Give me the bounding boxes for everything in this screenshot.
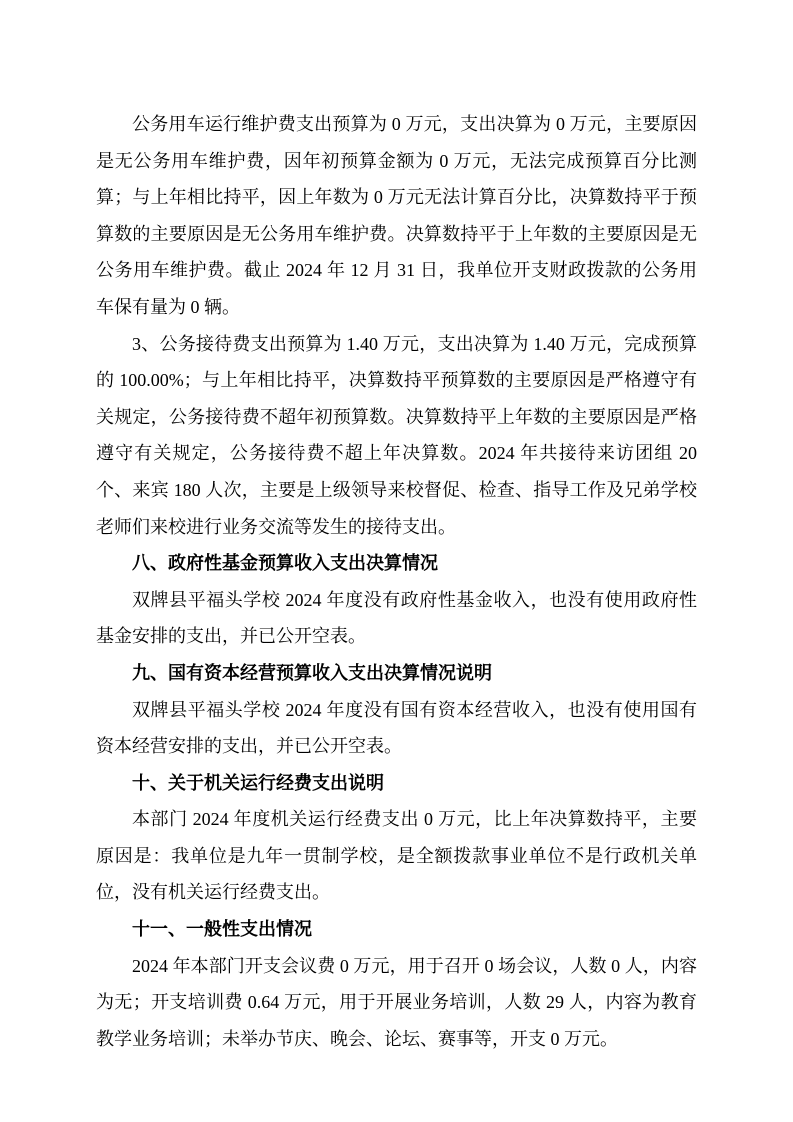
paragraph-government-funds: 双牌县平福头学校 2024 年度没有政府性基金收入，也没有使用政府性基金安排的支出，并已公开空表。 <box>96 589 697 647</box>
paragraph-general-expenses: 2024 年本部门开支会议费 0 万元，用于召开 0 场会议，人数 0 人，内容为无；开支培训费 0.64 万元，用于开展业务培训，人数 29 人，内容为教育教学业务培训；未举办节庆、晚会、论坛、赛事等，开支 0 万元。 <box>96 955 697 1049</box>
section-heading-9-state-capital: 九、国有资本经营预算收入支出决算情况说明 <box>132 662 492 683</box>
section-heading-8-government-funds: 八、政府性基金预算收入支出决算情况 <box>132 553 438 574</box>
section-heading-11-general-expenses: 十一、一般性支出情况 <box>132 919 312 940</box>
paragraph-operating-expenses: 本部门 2024 年度机关运行经费支出 0 万元，比上年决算数持平，主要原因是：我单位是九年一贯制学校，是全额拨款事业单位不是行政机关单位，没有机关运行经费支出。 <box>96 809 697 903</box>
paragraph-vehicle-maintenance: 公务用车运行维护费支出预算为 0 万元，支出决算为 0 万元，主要原因是无公务用车维护费，因年初预算金额为 0 万元，无法完成预算百分比测算；与上年相比持平，因上年数为 0 万元无法计算百分比，决算数持平于预算数的主要原因是无公务用车维护费。决算数持平于上年数的主要原因是无公务用车维护费。截止 2024 年 12 月 31 日，我单位开支财政拨款的公务用车保有量为 0 辆。 <box>96 114 697 317</box>
paragraph-official-reception: 3、公务接待费支出预算为 1.40 万元，支出决算为 1.40 万元，完成预算的 100.00%；与上年相比持平，决算数持平预算数的主要原因是严格遵守有关规定，公务接待费不超年初预算数。决算数持平上年数的主要原因是严格遵守有关规定，公务接待费不超上年决算数。2024 年共接待来访团组 20 个、来宾 180 人次，主要是上级领导来校督促、检查、指导工作及兄弟学校老师们来校进行业务交流等发生的接待支出。 <box>96 333 697 537</box>
paragraph-state-capital: 双牌县平福头学校 2024 年度没有国有资本经营收入，也没有使用国有资本经营安排的支出，并已公开空表。 <box>96 699 697 757</box>
section-heading-10-operating-expenses: 十、关于机关运行经费支出说明 <box>132 772 384 793</box>
